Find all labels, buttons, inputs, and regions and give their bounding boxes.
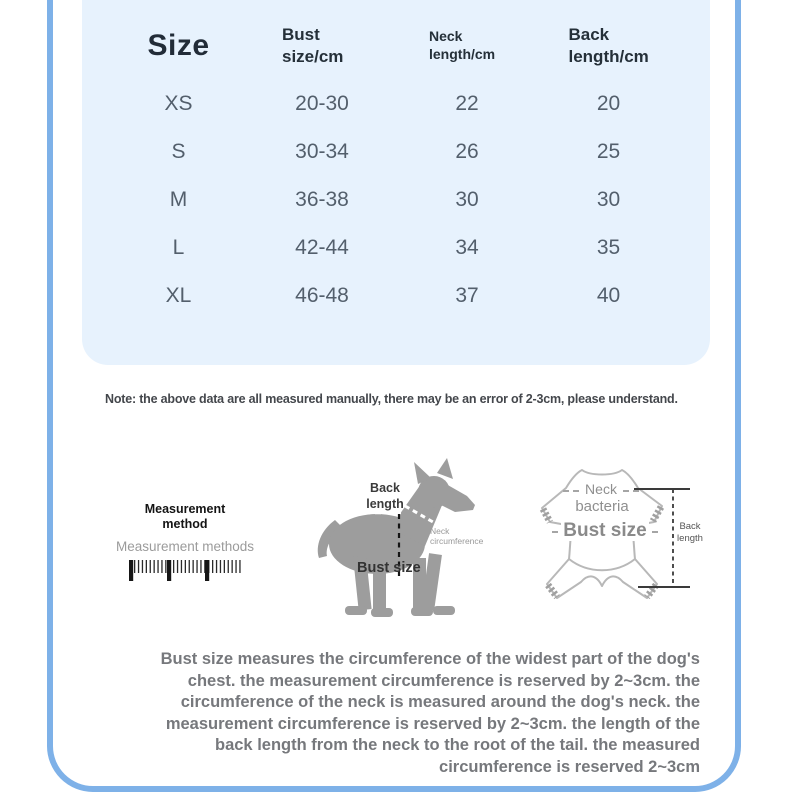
header-bust <box>249 24 395 68</box>
cell-size: L <box>172 236 185 259</box>
cell-size: XL <box>165 284 192 307</box>
description-line: chest. the measurement circumference is reserved by 2~3cm. the <box>187 671 700 690</box>
cell-neck: 30 <box>455 188 479 211</box>
description-line: circumference of the neck is measured around the dog's neck. the <box>180 693 700 712</box>
cell-size: S <box>171 140 186 163</box>
measurement-method-title-line1: Measurement <box>144 502 226 516</box>
cell-neck: 22 <box>455 92 479 115</box>
cell-back: 25 <box>596 140 621 163</box>
header-bust-line1: Bust <box>282 24 320 44</box>
header-back-line2: length/cm <box>568 47 649 66</box>
size-table <box>82 0 710 365</box>
measurement-description <box>108 649 700 779</box>
table-row <box>82 128 710 176</box>
cell-size: M <box>169 188 188 211</box>
measurement-method-title-line2: method <box>162 517 208 531</box>
table-row <box>82 80 710 128</box>
dog-neck-circumference-label: Neck circumference <box>430 526 484 546</box>
cell-bust: 42-44 <box>295 236 349 259</box>
garment-bacteria-label: bacteria <box>575 498 629 515</box>
table-header-row <box>82 12 710 80</box>
header-neck-line2: length/cm <box>429 46 496 63</box>
description-line: circumference is reserved 2~3cm <box>439 757 700 776</box>
description-line: Bust size measures the circumference of the widest part of the dog's <box>160 650 700 668</box>
cell-back: 30 <box>596 188 621 211</box>
cell-neck: 26 <box>455 140 479 163</box>
cell-neck: 37 <box>455 284 479 307</box>
description-line: measurement circumference is reserved by 2~3cm. the length of the <box>165 714 700 733</box>
cell-bust: 36-38 <box>295 188 349 211</box>
cell-bust: 30-34 <box>295 140 349 163</box>
measurement-method-block <box>108 502 262 587</box>
description-line: back length from the neck to the root of the tail. the measured <box>215 736 700 755</box>
garment-neck-label: Neck <box>563 481 639 497</box>
cell-neck: 34 <box>455 236 479 259</box>
header-size <box>82 29 249 63</box>
measurement-methods-subtitle: Measurement methods <box>115 539 255 554</box>
garment-bust-size-label: Bust size <box>563 520 647 541</box>
cell-back: 40 <box>596 284 621 307</box>
table-row <box>82 224 710 272</box>
size-title: Size <box>147 29 210 62</box>
header-bust-line2: size/cm <box>282 47 344 66</box>
cell-size: XS <box>164 92 193 115</box>
ruler-icon <box>108 560 262 587</box>
cell-bust: 20-30 <box>295 92 349 115</box>
table-row <box>82 272 710 320</box>
garment-back-length-label: Back length <box>677 521 703 544</box>
header-back-line1: Back <box>568 24 610 44</box>
header-back <box>539 24 710 68</box>
cell-back: 20 <box>596 92 621 115</box>
header-neck <box>395 27 539 65</box>
header-neck-line1: Neck <box>429 27 463 44</box>
dog-back-length-label: Back length <box>366 481 404 511</box>
cell-back: 35 <box>596 236 621 259</box>
table-row <box>82 176 710 224</box>
dog-bust-size-label: Bust size <box>357 560 421 576</box>
cell-bust: 46-48 <box>295 284 349 307</box>
measurement-note: Note: the above data are all measured manually, there may be an error of 2-3cm, please understand. <box>105 392 678 406</box>
